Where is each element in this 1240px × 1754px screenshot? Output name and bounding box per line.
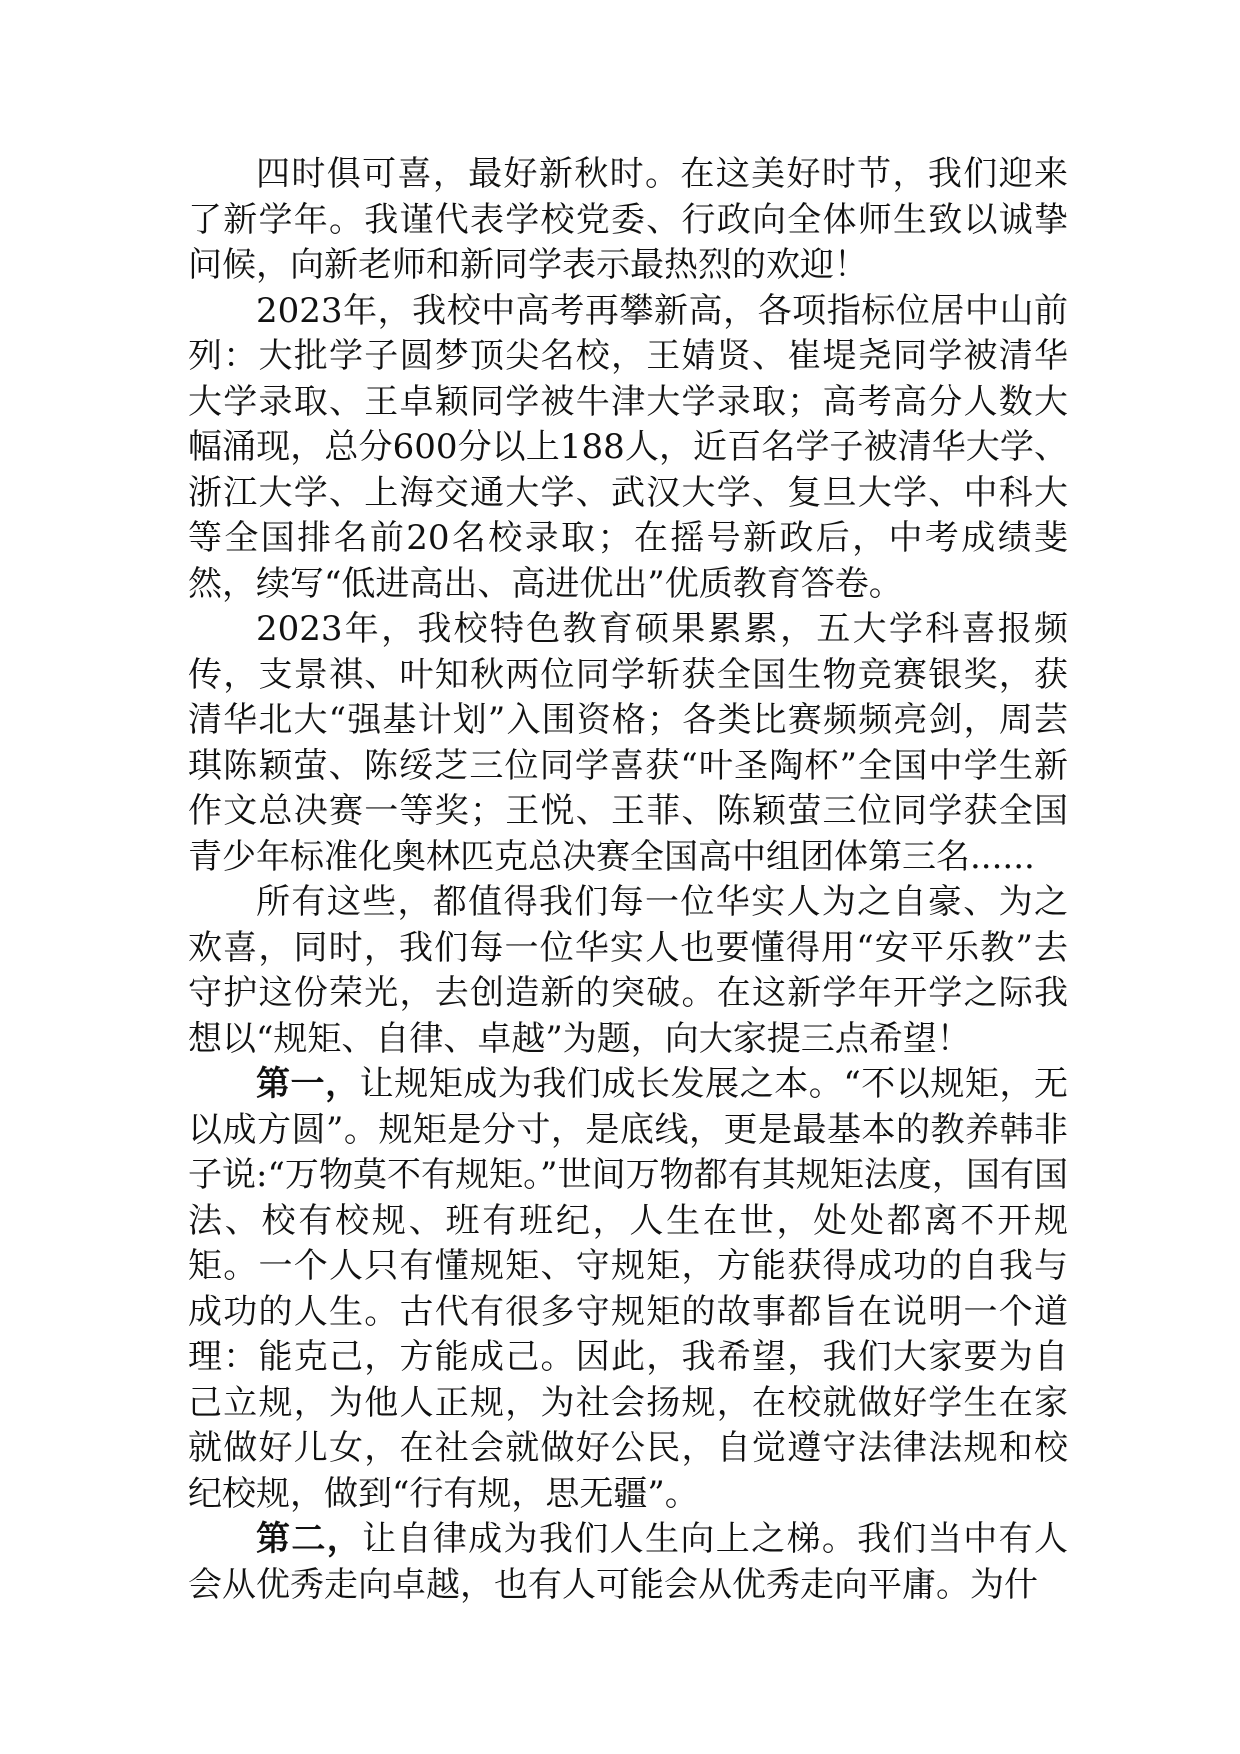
paragraph-three-hopes bbox=[188, 880, 1068, 1062]
paragraph-text: 2023年，我校特色教育硕果累累，五大学科喜报频传，支景祺、叶知秋两位同学斩获全国生物竞赛银奖，获清华北大“强基计划”入围资格；各类比赛频频亮剑，周芸琪陈颖萤、陈绥芝三位同学喜获“叶圣陶杯”全国中学生新作文总决赛一等奖；王悦、王菲、陈颖萤三位同学获全国青少年标准化奥林匹克总决赛全国高中组团体第三名...... bbox=[188, 609, 1068, 877]
paragraph-special-education bbox=[188, 607, 1068, 880]
paragraph-lead-first: 第一， bbox=[256, 1064, 360, 1104]
paragraph-lead-second: 第二， bbox=[256, 1519, 363, 1559]
paragraph-first-rules bbox=[188, 1062, 1068, 1517]
paragraph-second-self-discipline bbox=[188, 1517, 1068, 1608]
paragraph-welcome bbox=[188, 152, 1068, 289]
paragraph-exam-results bbox=[188, 289, 1068, 608]
speech-body bbox=[188, 152, 1068, 1608]
paragraph-text: 四时俱可喜，最好新秋时。在这美好时节，我们迎来了新学年。我谨代表学校党委、行政向全体师生致以诚挚问候，向新老师和新同学表示最热烈的欢迎！ bbox=[188, 154, 1068, 285]
paragraph-text: 所有这些，都值得我们每一位华实人为之自豪、为之欢喜，同时，我们每一位华实人也要懂得用“安平乐教”去守护这份荣光，去创造新的突破。在这新学年开学之际我想以“规矩、自律、卓越”为题，向大家提三点希望！ bbox=[188, 882, 1068, 1059]
paragraph-text: 让自律成为我们人生向上之梯。我们当中有人会从优秀走向卓越，也有人可能会从优秀走向平庸。为什 bbox=[188, 1519, 1069, 1605]
paragraph-text: 2023年，我校中高考再攀新高，各项指标位居中山前列：大批学子圆梦顶尖名校，王婧贤、崔堤尧同学被清华大学录取、王卓颖同学被牛津大学录取；高考高分人数大幅涌现，总分600分以上188人，近百名学子被清华大学、浙江大学、上海交通大学、武汉大学、复旦大学、中科大等全国排名前20名校录取；在摇号新政后，中考成绩斐然，续写“低进高出、高进优出”优质教育答卷。 bbox=[188, 290, 1068, 604]
paragraph-text: 让规矩成为我们成长发展之本。“不以规矩，无以成方圆”。规矩是分寸，是底线，更是最基本的教养韩非子说:“万物莫不有规矩。”世间万物都有其规矩法度，国有国法、校有校规、班有班纪，人生在世，处处都离不开规矩。一个人只有懂规矩、守规矩，方能获得成功的自我与成功的人生。古代有很多守规矩的故事都旨在说明一个道理：能克己，方能成己。因此，我希望，我们大家要为自己立规，为他人正规，为社会扬规，在校就做好学生在家就做好儿女，在社会就做好公民，自觉遵守法律法规和校纪校规，做到“行有规，思无疆”。 bbox=[188, 1064, 1069, 1514]
